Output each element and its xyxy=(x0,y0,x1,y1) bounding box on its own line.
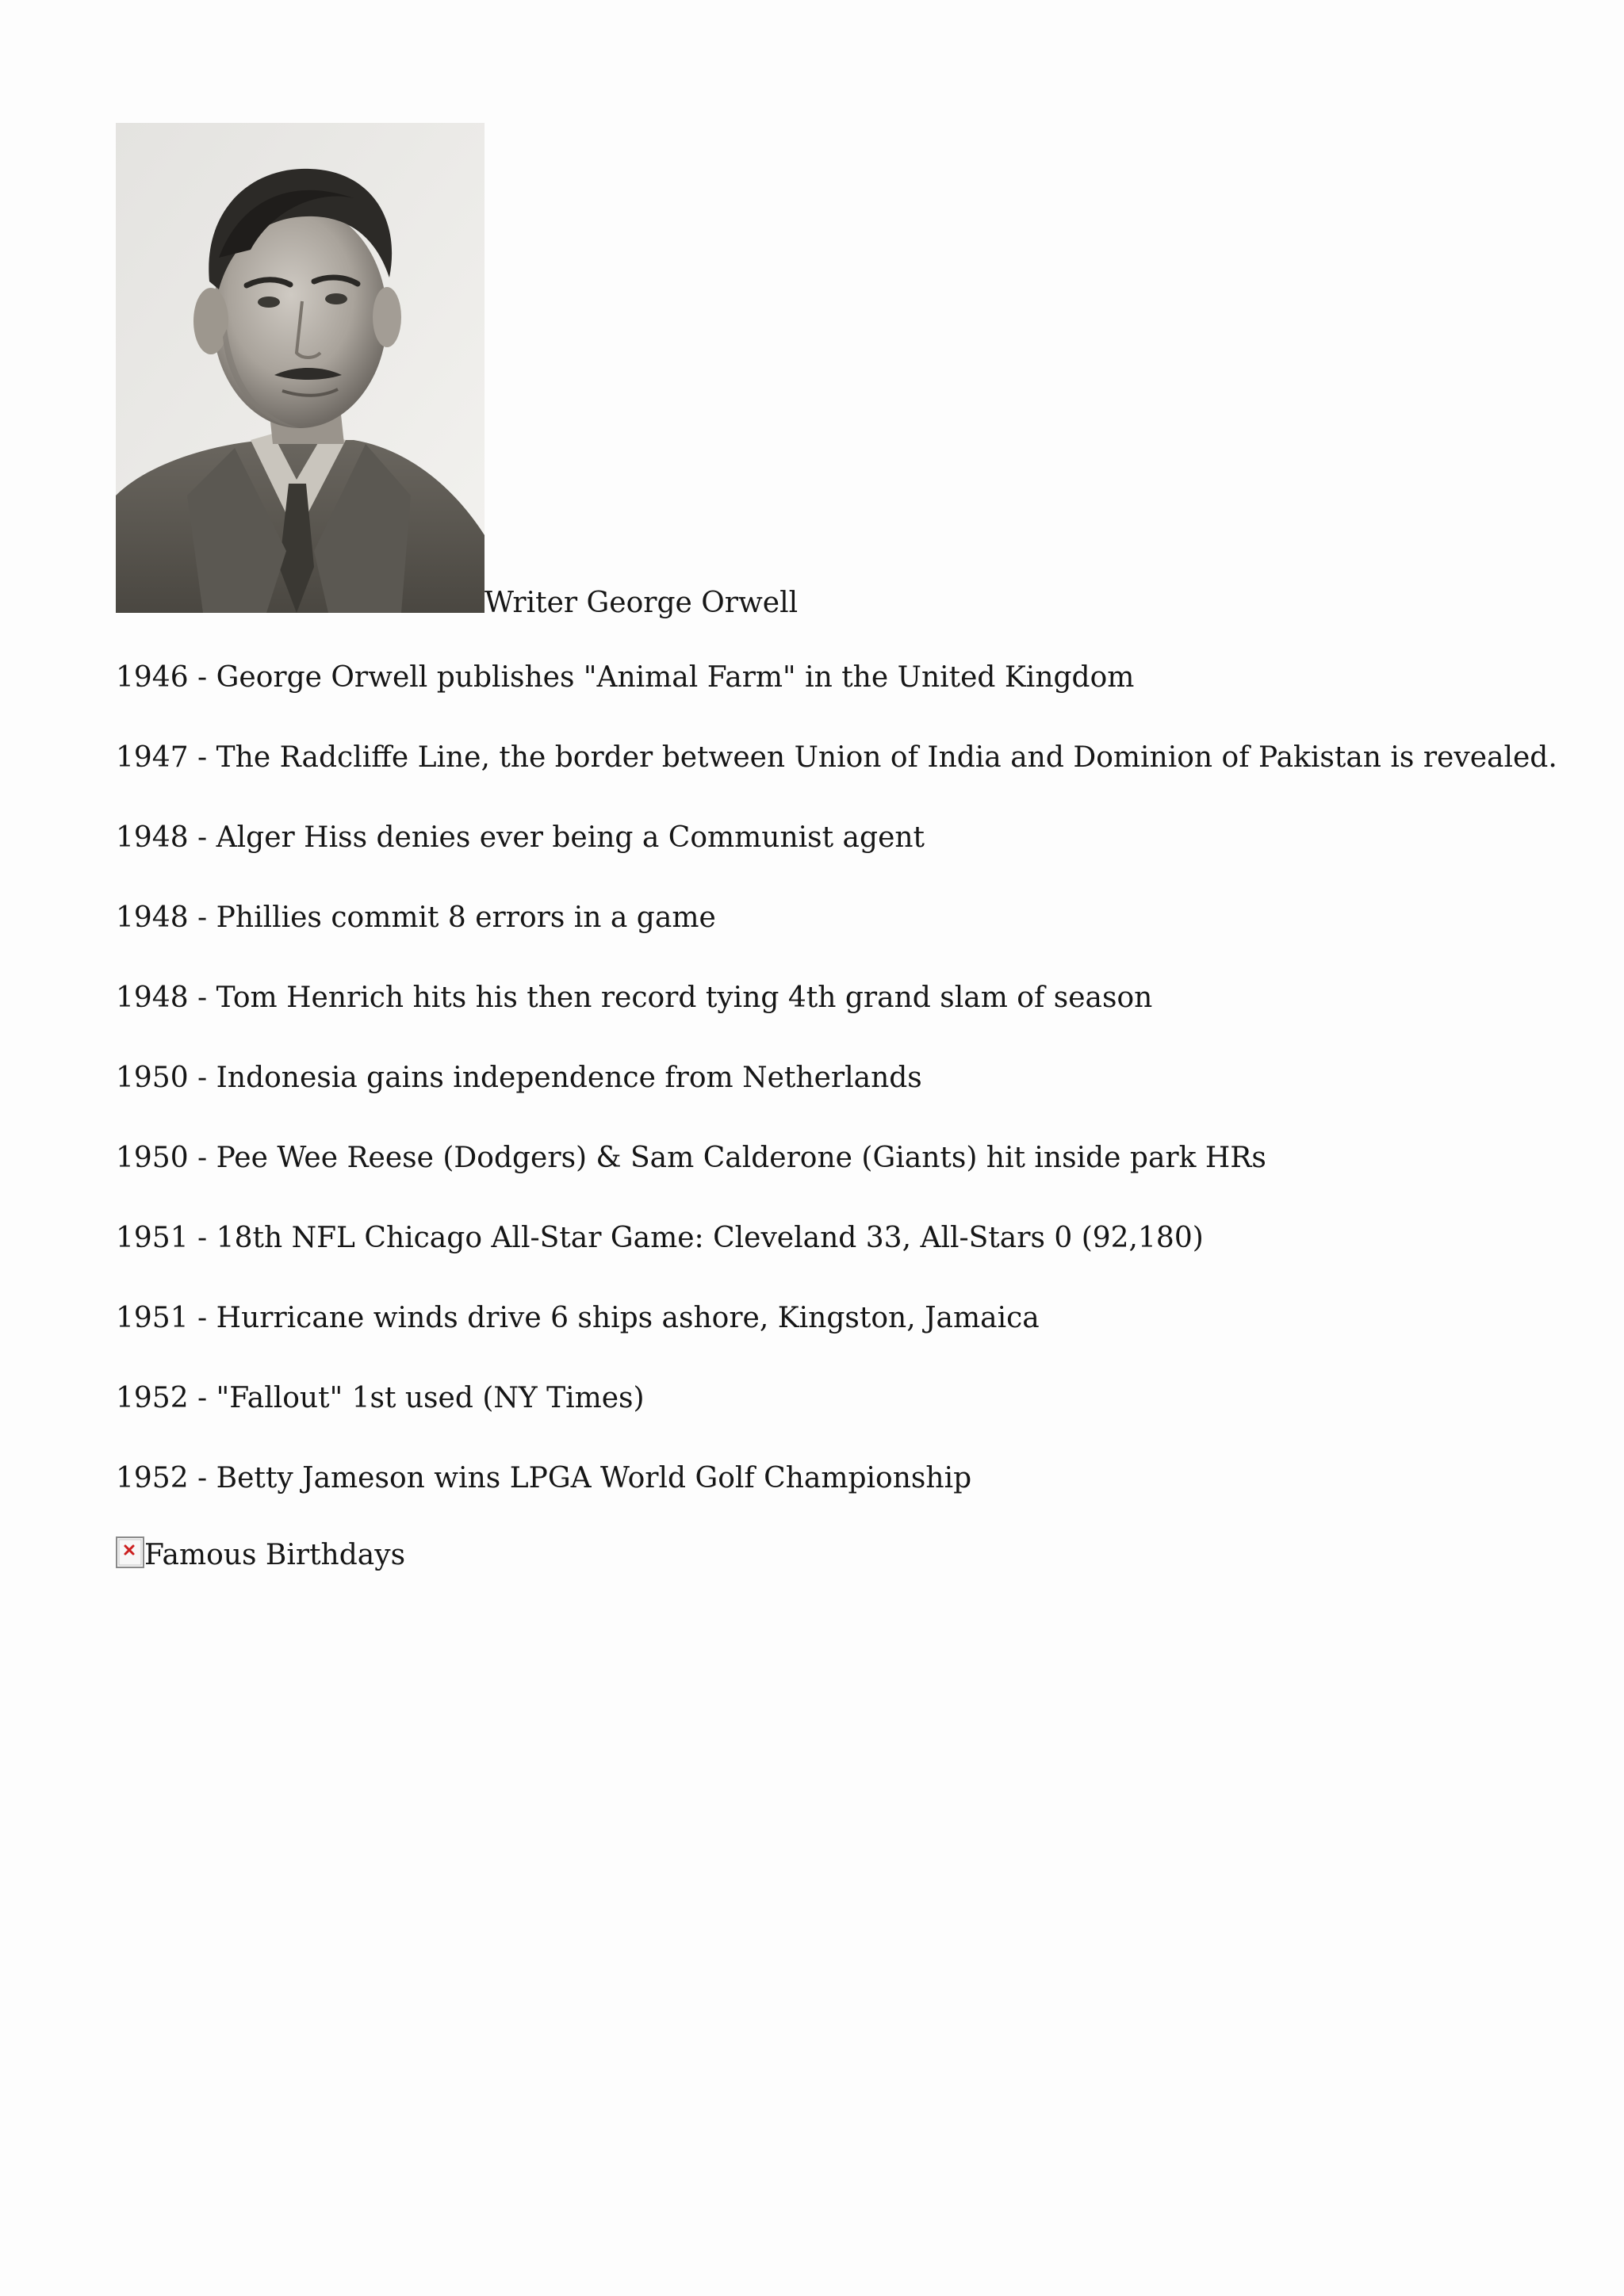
portrait-section xyxy=(116,123,1591,619)
event-item: 1948 - Phillies commit 8 errors in a game xyxy=(116,901,716,934)
event-item: 1947 - The Radcliffe Line, the border between Union of India and Dominion of Pakistan is revealed. xyxy=(116,741,1557,774)
famous-birthdays-link[interactable] xyxy=(116,1536,406,1571)
document-body xyxy=(116,123,1591,1571)
broken-image-icon xyxy=(116,1536,144,1568)
event-item: 1948 - Alger Hiss denies ever being a Communist agent xyxy=(116,821,925,854)
events-list xyxy=(116,661,1557,1544)
event-item: 1950 - Pee Wee Reese (Dodgers) & Sam Calderone (Giants) hit inside park HRs xyxy=(116,1142,1266,1174)
event-item: 1951 - 18th NFL Chicago All-Star Game: Cleveland 33, All-Stars 0 (92,180) xyxy=(116,1222,1204,1254)
event-item: 1952 - Betty Jameson wins LPGA World Golf Championship xyxy=(116,1462,972,1494)
portrait-photo xyxy=(116,123,485,613)
event-item: 1951 - Hurricane winds drive 6 ships ashore, Kingston, Jamaica xyxy=(116,1302,1040,1334)
event-item: 1952 - "Fallout" 1st used (NY Times) xyxy=(116,1382,645,1414)
event-item: 1948 - Tom Henrich hits his then record tying 4th grand slam of season xyxy=(116,982,1153,1014)
famous-birthdays-label: Famous Birthdays xyxy=(144,1539,406,1571)
event-item: 1946 - George Orwell publishes "Animal Farm" in the United Kingdom xyxy=(116,661,1135,694)
event-item: 1950 - Indonesia gains independence from Netherlands xyxy=(116,1062,922,1094)
portrait-caption: Writer George Orwell xyxy=(485,587,799,619)
